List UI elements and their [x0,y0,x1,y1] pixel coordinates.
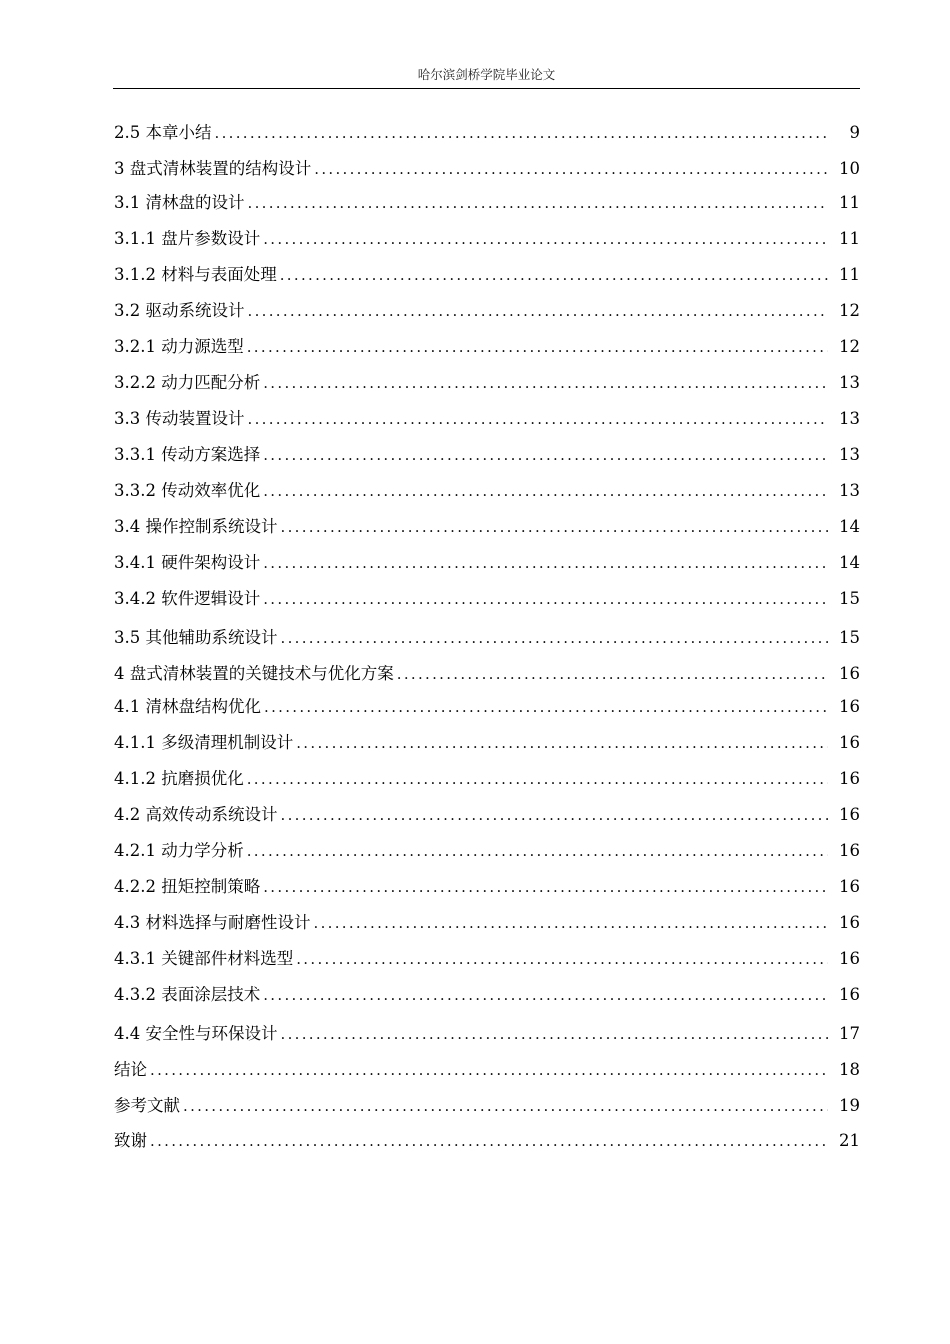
toc-entry-page-number: 21 [839,1131,860,1150]
toc-dot-leader [247,839,828,863]
toc-entry[interactable] [114,263,860,287]
toc-entry-page-number: 11 [839,193,860,212]
toc-entry-page-number: 16 [839,733,860,752]
toc-entry[interactable] [114,191,860,215]
toc-entry-title: 3.5 其他辅助系统设计 [114,628,278,647]
toc-entry-page-number: 16 [839,664,860,683]
toc-dot-leader [314,911,829,935]
toc-entry[interactable] [114,371,860,395]
toc-entry-page-number: 11 [839,229,860,248]
toc-dot-leader [296,731,828,755]
toc-dot-leader [263,479,828,503]
toc-entry-title: 3.1.1 盘片参数设计 [114,229,261,248]
toc-entry[interactable] [114,1129,860,1153]
toc-entry[interactable] [114,839,860,863]
toc-entry-page-number: 11 [839,265,860,284]
toc-dot-leader [183,1094,828,1118]
toc-entry-title: 4.4 安全性与环保设计 [114,1024,278,1043]
toc-entry-page-number: 17 [839,1024,860,1043]
toc-entry[interactable] [114,662,860,686]
toc-entry-title: 4.1.2 抗磨损优化 [114,769,244,788]
toc-entry-page-number: 13 [839,481,860,500]
toc-entry-page-number: 16 [839,805,860,824]
toc-entry-title: 3.2.1 动力源选型 [114,337,244,356]
toc-dot-leader [314,157,828,181]
toc-entry-title: 3.1.2 材料与表面处理 [114,265,277,284]
toc-entry[interactable] [114,875,860,899]
toc-dot-leader [263,875,828,899]
toc-dot-leader [296,947,828,971]
toc-dot-leader [281,803,829,827]
toc-entry-page-number: 15 [839,589,860,608]
toc-entry[interactable] [114,626,860,650]
toc-entry-title: 4.1 清林盘结构优化 [114,697,261,716]
toc-entry-page-number: 16 [839,697,860,716]
toc-entry[interactable] [114,407,860,431]
toc-entry-title: 致谢 [114,1131,147,1150]
toc-entry-title: 4 盘式清林装置的关键技术与优化方案 [114,664,394,683]
toc-entry-page-number: 18 [839,1060,860,1079]
toc-entry-page-number: 16 [839,985,860,1004]
toc-entry-page-number: 9 [849,123,860,142]
toc-entry-page-number: 13 [839,373,860,392]
toc-entry[interactable] [114,731,860,755]
toc-entry-title: 参考文献 [114,1096,180,1115]
toc-entry-page-number: 12 [839,301,860,320]
toc-entry-title: 2.5 本章小结 [114,123,212,142]
toc-entry-title: 3.4 操作控制系统设计 [114,517,278,536]
toc-entry[interactable] [114,803,860,827]
toc-entry-page-number: 15 [839,628,860,647]
toc-entry-title: 4.2.1 动力学分析 [114,841,244,860]
toc-entry-title: 3.3.2 传动效率优化 [114,481,261,500]
toc-dot-leader [397,662,828,686]
toc-entry-page-number: 13 [839,445,860,464]
toc-entry-title: 3.4.2 软件逻辑设计 [114,589,261,608]
toc-entry[interactable] [114,695,860,719]
toc-entry-title: 3.1 清林盘的设计 [114,193,245,212]
toc-entry-page-number: 16 [839,877,860,896]
toc-entry[interactable] [114,1058,860,1082]
toc-entry[interactable] [114,515,860,539]
toc-entry-title: 3 盘式清林装置的结构设计 [114,159,312,178]
toc-entry[interactable] [114,443,860,467]
header-divider [113,88,860,89]
toc-dot-leader [263,551,828,575]
toc-entry-page-number: 16 [839,841,860,860]
toc-dot-leader [247,335,828,359]
toc-dot-leader [264,695,828,719]
toc-dot-leader [248,407,829,431]
toc-entry-page-number: 14 [839,553,860,572]
toc-entry[interactable] [114,1094,860,1118]
toc-entry-title: 4.2 高效传动系统设计 [114,805,278,824]
toc-entry-title: 4.3 材料选择与耐磨性设计 [114,913,311,932]
toc-entry-page-number: 14 [839,517,860,536]
toc-entry-title: 结论 [114,1060,147,1079]
toc-entry[interactable] [114,1022,860,1046]
toc-entry[interactable] [114,121,860,145]
toc-entry[interactable] [114,157,860,181]
toc-entry-page-number: 12 [839,337,860,356]
toc-dot-leader [263,983,828,1007]
toc-entry[interactable] [114,551,860,575]
toc-entry-page-number: 16 [839,949,860,968]
toc-entry[interactable] [114,767,860,791]
toc-dot-leader [263,443,828,467]
toc-entry-title: 3.2.2 动力匹配分析 [114,373,261,392]
toc-entry-title: 3.2 驱动系统设计 [114,301,245,320]
running-header: 哈尔滨剑桥学院毕业论文 [417,67,556,82]
toc-entry-title: 3.3.1 传动方案选择 [114,445,261,464]
toc-dot-leader [248,191,829,215]
toc-dot-leader [247,767,828,791]
toc-dot-leader [263,371,828,395]
toc-entry-page-number: 16 [839,769,860,788]
toc-entry-title: 3.4.1 硬件架构设计 [114,553,261,572]
toc-dot-leader [248,299,829,323]
toc-entry[interactable] [114,227,860,251]
toc-dot-leader [281,515,829,539]
toc-entry[interactable] [114,587,860,611]
toc-entry[interactable] [114,299,860,323]
toc-entry-title: 4.3.1 关键部件材料选型 [114,949,294,968]
toc-entry-title: 4.1.1 多级清理机制设计 [114,733,294,752]
toc-entry-title: 4.2.2 扭矩控制策略 [114,877,261,896]
toc-entry[interactable] [114,335,860,359]
toc-entry-title: 3.3 传动装置设计 [114,409,245,428]
toc-dot-leader [150,1129,828,1153]
toc-entry-title: 4.3.2 表面涂层技术 [114,985,261,1004]
toc-entry[interactable] [114,947,860,971]
toc-entry[interactable] [114,911,860,935]
toc-dot-leader [263,587,828,611]
toc-entry-page-number: 10 [839,159,860,178]
toc-dot-leader [281,626,829,650]
toc-entry[interactable] [114,983,860,1007]
toc-entry-page-number: 19 [839,1096,860,1115]
toc-dot-leader [150,1058,828,1082]
toc-entry-page-number: 16 [839,913,860,932]
toc-dot-leader [215,121,829,145]
toc-entry-page-number: 13 [839,409,860,428]
toc-dot-leader [281,1022,829,1046]
toc-dot-leader [263,227,828,251]
toc-entry[interactable] [114,479,860,503]
toc-dot-leader [280,263,828,287]
